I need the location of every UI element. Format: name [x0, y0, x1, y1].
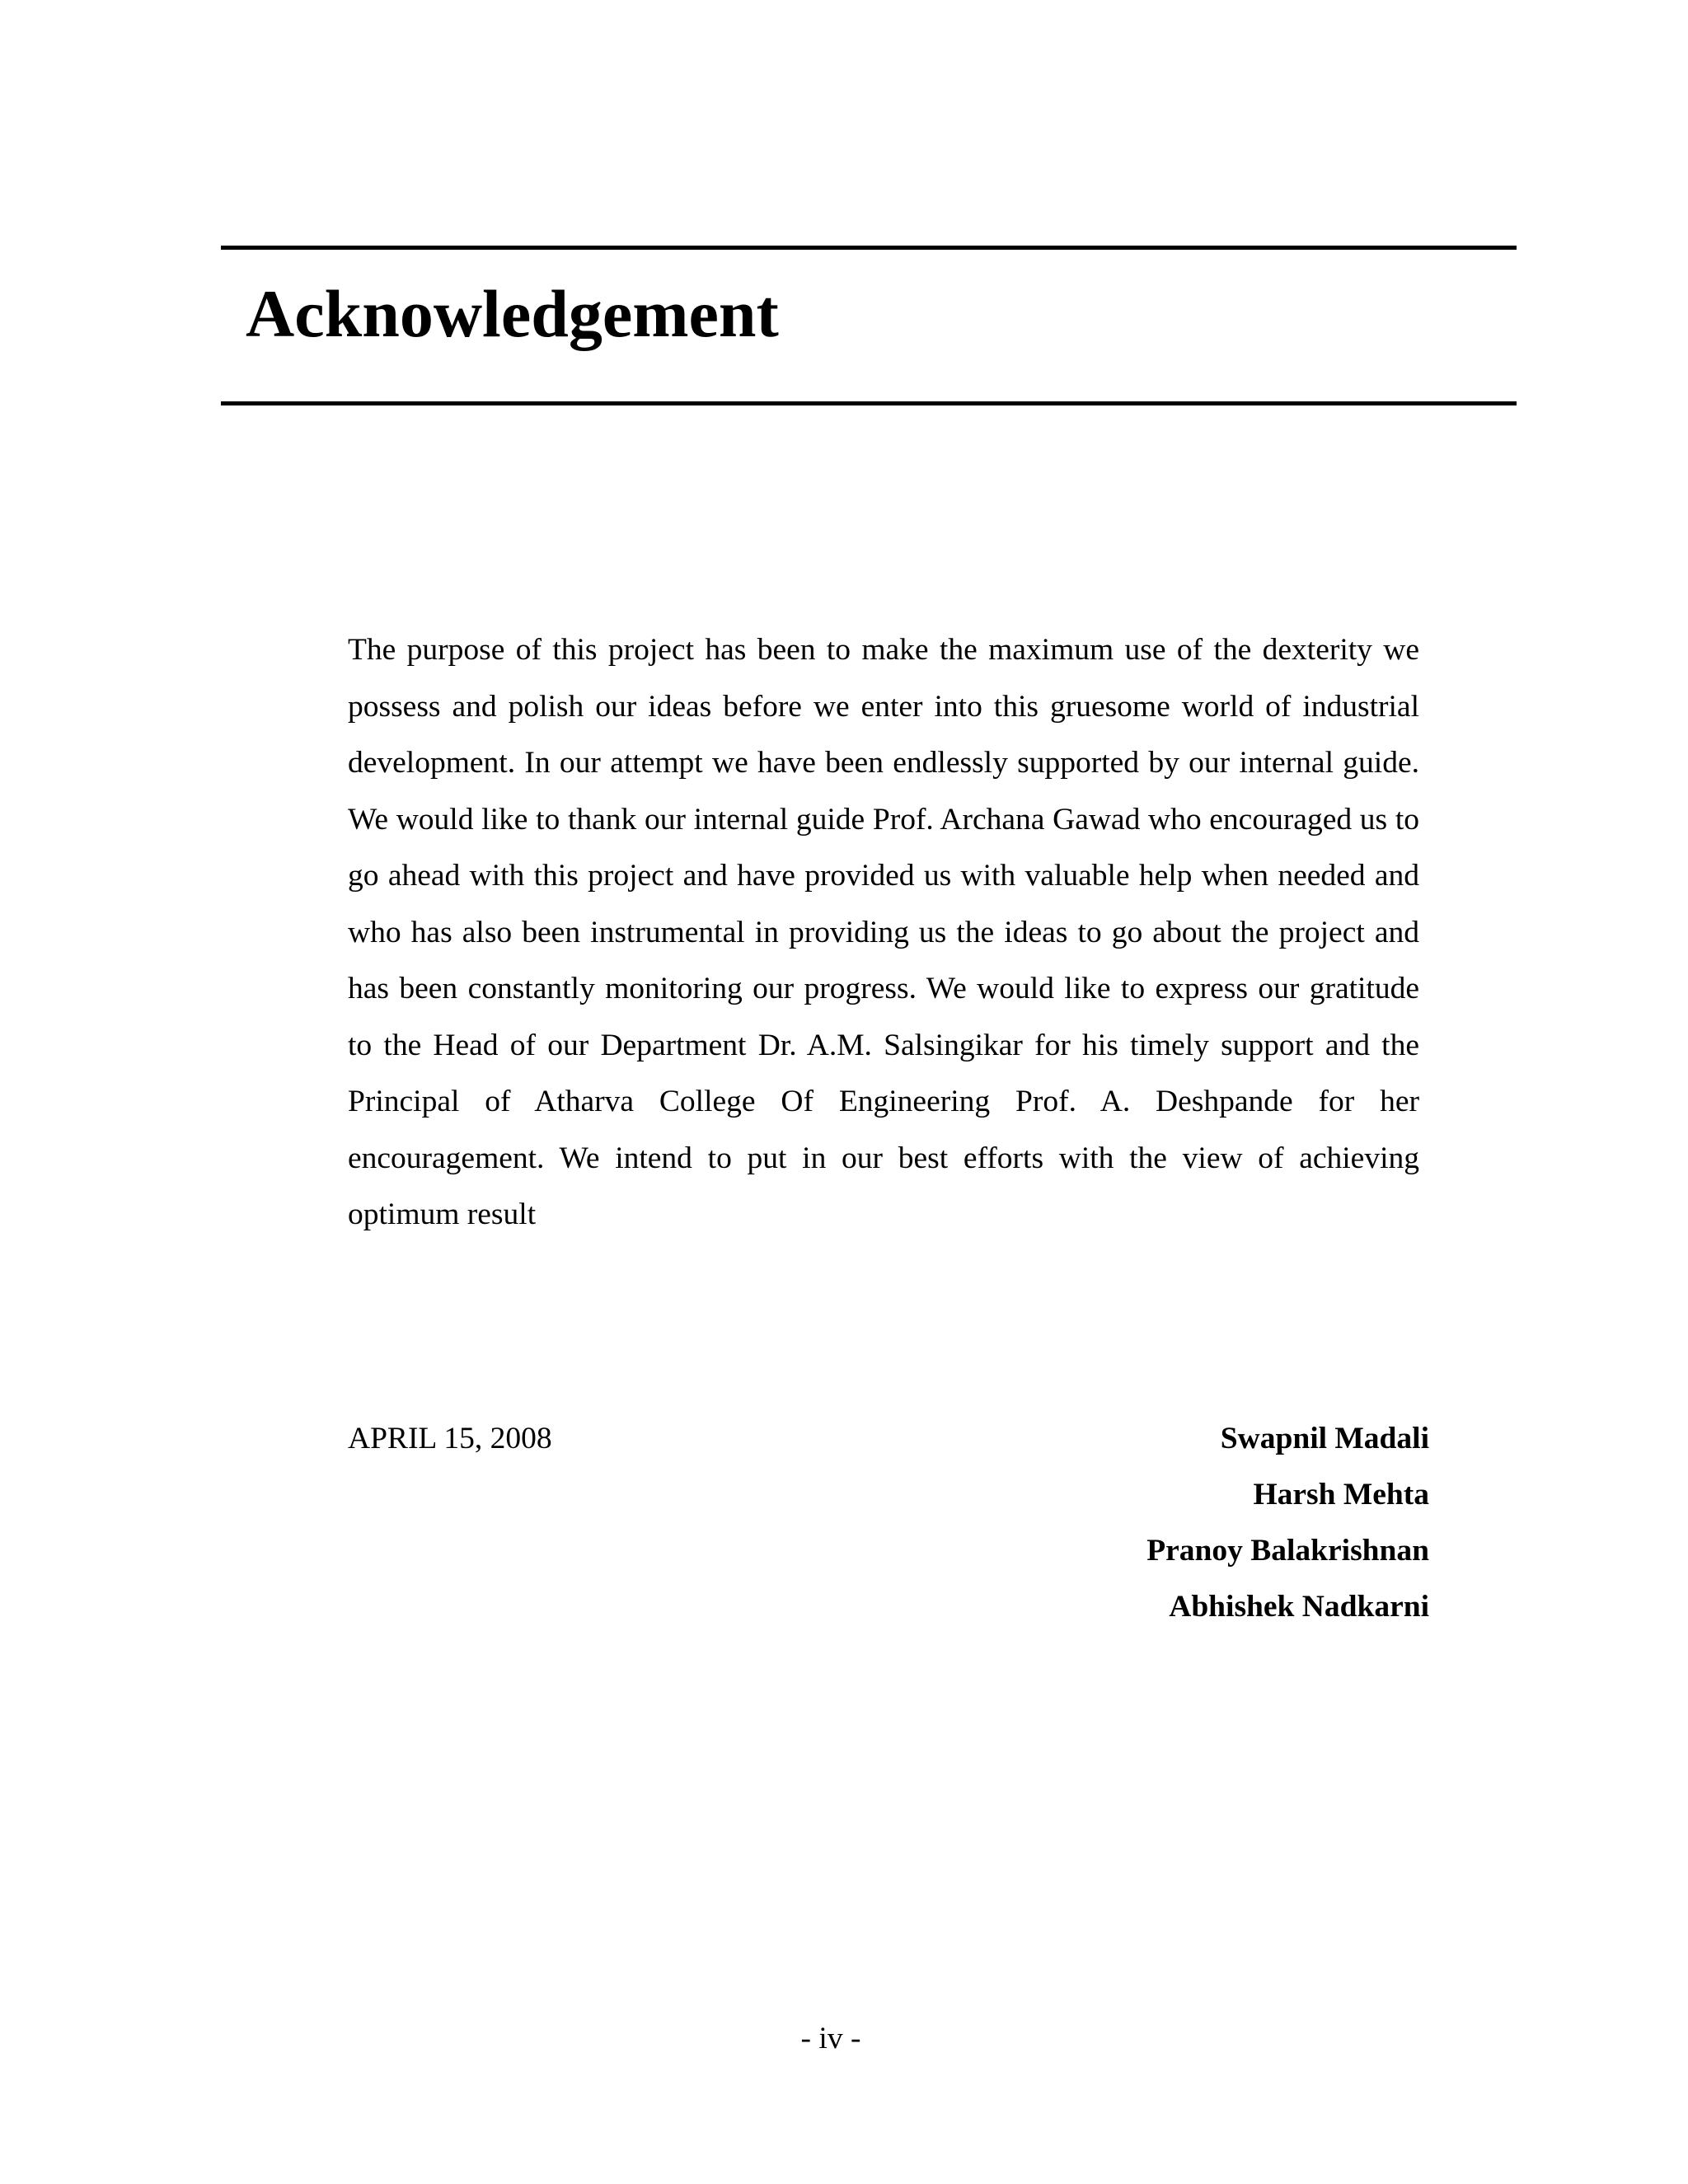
page-title: Acknowledgement	[246, 276, 779, 351]
heading-bottom-rule	[221, 401, 1517, 405]
signatory-list	[1146, 1411, 1429, 1635]
signatory-name: Abhishek Nadkarni	[1169, 1590, 1429, 1624]
signatory-name: Harsh Mehta	[1253, 1478, 1429, 1511]
date: APRIL 15, 2008	[348, 1422, 552, 1455]
heading-top-rule	[221, 246, 1517, 250]
signatory-name: Pranoy Balakrishnan	[1146, 1534, 1429, 1568]
page-number: - iv -	[800, 2022, 861, 2055]
signatory-name: Swapnil Madali	[1220, 1422, 1429, 1455]
acknowledgement-paragraph: The purpose of this project has been to make the maximum use of the dexterity we possess and polish our ideas before we enter into this gruesome world of industrial development. In our attempt we have been endlessly supported by our internal guide. We would like to thank our internal guide Prof. Archana Gawad who encouraged us to go ahead with this project and have provided us with valuable help when needed and who has also been instrumental in providing us the ideas to go about the project and has been constantly monitoring our progress. We would like to express our gratitude to the Head of our Department Dr. A.M. Salsingikar for his timely support and the Principal of Atharva College Of Engineering Prof. A. Deshpande for her encouragement. We intend to put in our best efforts with the view of achieving optimum result	[348, 633, 1419, 1231]
